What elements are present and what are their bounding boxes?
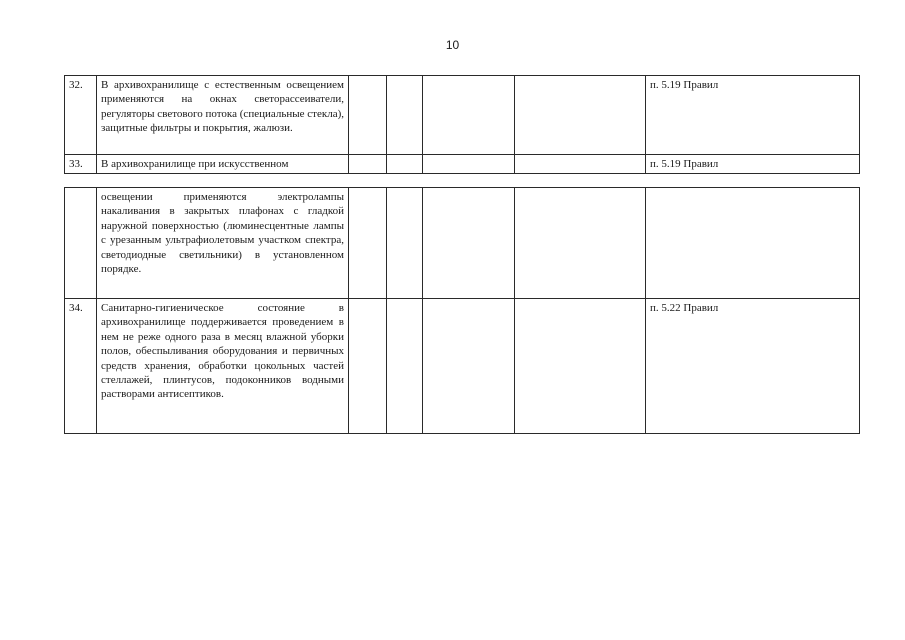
answer-cell (387, 76, 423, 155)
requirement-text: освещении применяются электролампы накаливания в закрытых плафонах с гладкой наружной поверхностью (люминесцентные лампы с урезанным ультрафиолетовым участком спектра, светодиодные светильники) в установленном порядке. (97, 188, 349, 299)
table-row (65, 299, 860, 434)
table-row (65, 76, 860, 155)
row-number (65, 188, 97, 299)
table-row (65, 188, 860, 299)
answer-cell (387, 155, 423, 174)
answer-cell (387, 188, 423, 299)
answer-cell (349, 76, 387, 155)
answer-cell (515, 299, 646, 434)
answer-cell (515, 155, 646, 174)
requirement-text: В архивохранилище при искусственном (97, 155, 349, 174)
answer-cell (349, 188, 387, 299)
answer-cell (349, 155, 387, 174)
requirement-text: Санитарно-гигиеническое состояние в архивохранилище поддерживается проведением в нем не реже одного раза в месяц влажной уборки полов, обеспыливания оборудования и первичных средств хранения, обработки цокольных частей стеллажей, плинтусов, подоконников водными растворами антисептиков. (97, 299, 349, 434)
answer-cell (387, 299, 423, 434)
requirement-text: В архивохранилище с естественным освещением применяются на окнах светорассеиватели, регуляторы светового потока (специальные стекла), защитные фильтры и покрытия, жалюзи. (97, 76, 349, 155)
answer-cell (515, 76, 646, 155)
answer-cell (423, 155, 515, 174)
checklist-table-top (64, 75, 860, 174)
legal-reference: п. 5.22 Правил (646, 299, 860, 434)
answer-cell (423, 299, 515, 434)
answer-cell (349, 299, 387, 434)
legal-reference: п. 5.19 Правил (646, 155, 860, 174)
page-number: 10 (445, 38, 460, 52)
row-number: 33. (65, 155, 97, 174)
legal-reference (646, 188, 860, 299)
table-row (65, 155, 860, 174)
row-number: 32. (65, 76, 97, 155)
answer-cell (423, 76, 515, 155)
checklist-table-bottom (64, 187, 860, 434)
answer-cell (515, 188, 646, 299)
answer-cell (423, 188, 515, 299)
row-number: 34. (65, 299, 97, 434)
legal-reference: п. 5.19 Правил (646, 76, 860, 155)
